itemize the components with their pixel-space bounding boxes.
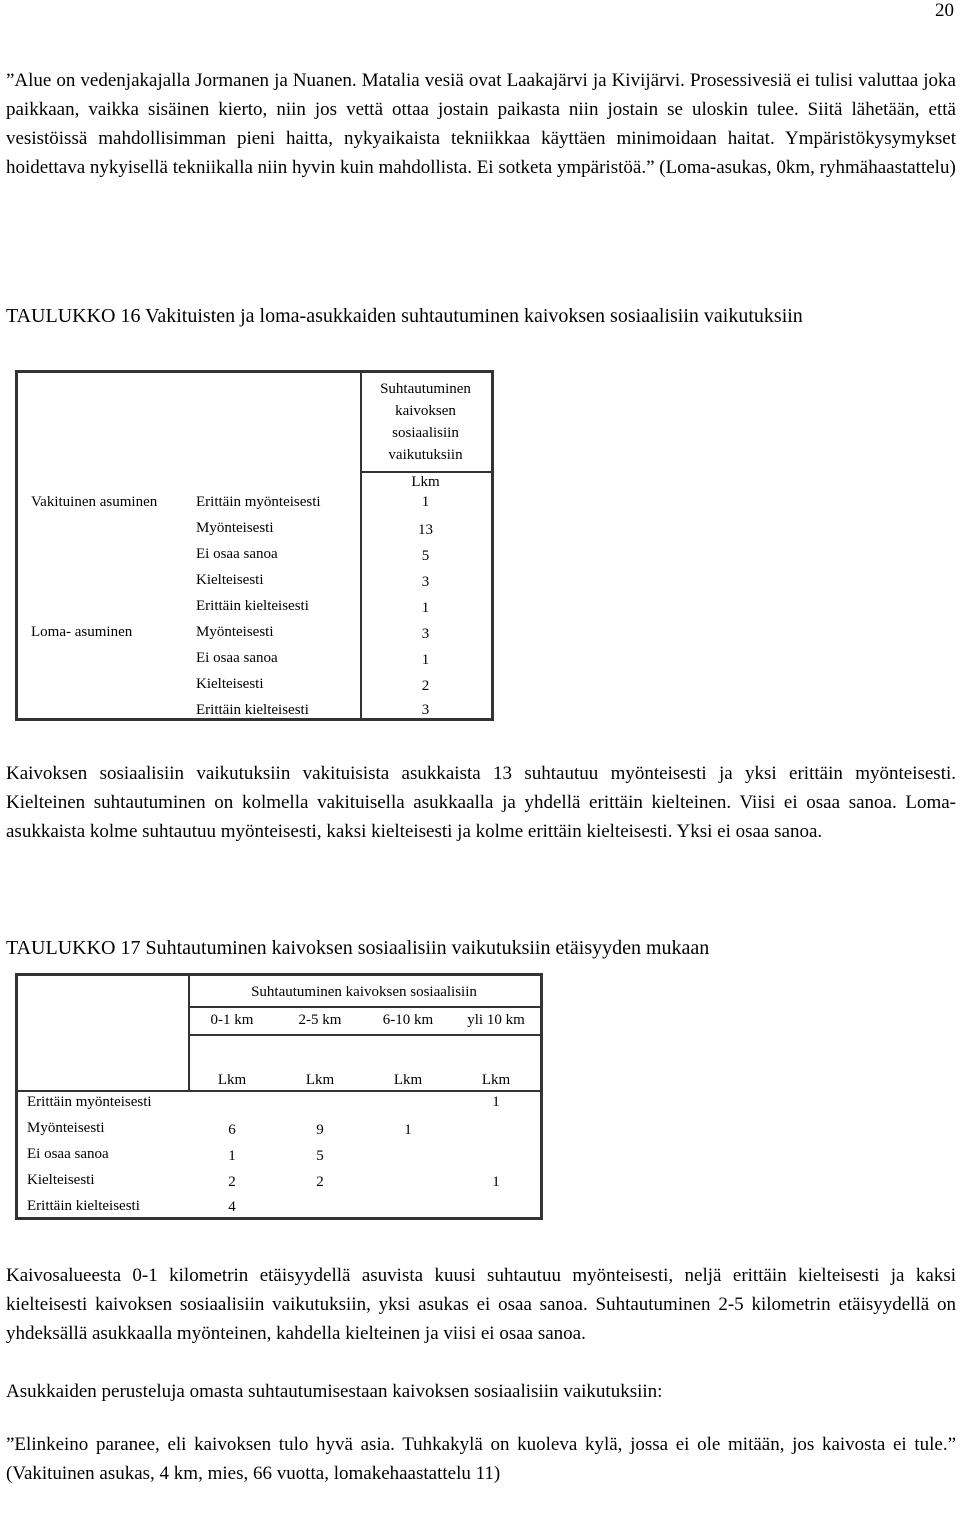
table16-row-label: Ei osaa sanoa	[196, 650, 278, 666]
table17	[15, 973, 543, 1220]
table16-value: 1	[421, 494, 430, 510]
table16-col-header-1: Suhtautuminen	[380, 381, 471, 397]
table17-cell: 1	[492, 1174, 500, 1190]
table16-row-label: Erittäin kielteisesti	[196, 598, 309, 614]
table16-row-label: Erittäin kielteisesti	[196, 702, 309, 718]
table16-row-label: Myönteisesti	[196, 624, 274, 640]
table16-row-label: Ei osaa sanoa	[196, 546, 278, 562]
table16-col-header-4: vaikutuksiin	[388, 447, 463, 463]
quote-paragraph-1: ”Alue on vedenjakajalla Jormanen ja Nuanen. Matalia vesiä ovat Laakajärvi ja Kivijärvi. Prosessivesiä ei tulisi valuttaa joka paikkaan, vaikka sisäinen kierto, niin jos vettä ottaa jostain paikasta niin jostain se uloskin tulee. Siitä lähetään, että vesistöissä mahdollisimman pieni haitta, nykyaikaista tekniikkaa käyttäen minimoidaan haitat. Ympäristökysymykset hoidettava nykyisellä tekniikalla niin hyvin kuin mahdollista. Ei sotketa ympäristöä.” (Loma-asukas, 0km, ryhmähaastattelu)	[6, 70, 956, 178]
table17-row-label: Erittäin kielteisesti	[27, 1198, 140, 1214]
table16-col-header-3: sosiaalisiin	[392, 425, 459, 441]
table17-col-yli-10km: yli 10 km	[467, 1012, 525, 1028]
table17-cell: 9	[316, 1122, 324, 1138]
table16-value: 5	[421, 548, 430, 564]
rationale-intro: Asukkaiden perusteluja omasta suhtautumisestaan kaivoksen sosiaalisiin vaikutuksiin:	[6, 1381, 663, 1402]
table17-cell: 2	[228, 1174, 236, 1190]
table16-row-label: Kielteisesti	[196, 572, 264, 588]
table16-group-label: Loma- asuminen	[31, 624, 133, 640]
table16-value: 3	[421, 702, 430, 718]
table17-row-label: Myönteisesti	[27, 1120, 105, 1136]
table17-cell: 2	[316, 1174, 324, 1190]
table17-cell: 1	[492, 1094, 500, 1110]
table17-cell: 1	[404, 1122, 412, 1138]
table17-unit: Lkm	[393, 1072, 423, 1088]
quote-paragraph-2: ”Elinkeino paranee, eli kaivoksen tulo hyvä asia. Tuhkakylä on kuoleva kylä, jossa ei ole mitään, jos kaivosta ei tule.” (Vakituinen asukas, 4 km, mies, 66 vuotta, lomakehaastattelu 11)	[6, 1434, 956, 1484]
table16-title: TAULUKKO 16 Vakituisten ja loma-asukkaiden suhtautuminen kaivoksen sosiaalisiin vaikutuksiin	[6, 305, 803, 327]
table17-row-label: Kielteisesti	[27, 1172, 95, 1188]
table16-value: 3	[421, 626, 430, 642]
table17-cell: 6	[228, 1122, 236, 1138]
table16-value: 3	[421, 574, 430, 590]
table16-value: 1	[421, 652, 430, 668]
table16-unit: Lkm	[411, 474, 440, 490]
table17-unit: Lkm	[305, 1072, 335, 1088]
table17-col-2-5km: 2-5 km	[298, 1012, 342, 1028]
table17-row-label: Ei osaa sanoa	[27, 1146, 109, 1162]
table16-row-label: Myönteisesti	[196, 520, 274, 536]
table17-cell: 4	[228, 1199, 236, 1215]
table17-col-6-10km: 6-10 km	[382, 1012, 434, 1028]
table17-unit: Lkm	[217, 1072, 247, 1088]
table17-cell: 1	[228, 1148, 236, 1164]
page-number: 20	[935, 0, 954, 21]
table16-row-label: Erittäin myönteisesti	[196, 494, 321, 510]
table16-col-header-2: kaivoksen	[395, 403, 456, 419]
table16-description: Kaivoksen sosiaalisiin vaikutuksiin vakituisista asukkaista 13 suhtautuu myönteisesti ja yksi erittäin myönteisesti. Kielteinen suhtautuminen on kolmella vakituisella asukkaalla ja yhdellä erittäin kielteinen. Viisi ei osaa sanoa. Loma-asukkaista kolme suhtautuu myönteisesti, kaksi kielteisesti ja kolme erittäin kielteisesti. Yksi ei osaa sanoa.	[6, 763, 956, 842]
table16-value: 13	[418, 522, 433, 538]
table16-group-label: Vakituinen asuminen	[31, 494, 158, 510]
table16	[15, 370, 494, 721]
table17-title: TAULUKKO 17 Suhtautuminen kaivoksen sosiaalisiin vaikutuksiin etäisyyden mukaan	[6, 937, 710, 959]
table17-unit: Lkm	[481, 1072, 511, 1088]
table17-header: Suhtautuminen kaivoksen sosiaalisiin	[251, 984, 477, 1000]
table16-value: 2	[421, 678, 430, 694]
table17-row-label: Erittäin myönteisesti	[27, 1094, 152, 1110]
table16-value: 1	[421, 600, 430, 616]
table17-col-0-1km: 0-1 km	[210, 1012, 254, 1028]
table17-cell: 5	[316, 1148, 324, 1164]
table16-row-label: Kielteisesti	[196, 676, 264, 692]
table17-description: Kaivosalueesta 0-1 kilometrin etäisyydellä asuvista kuusi suhtautuu myönteisesti, neljä erittäin kielteisesti ja kaksi kielteisesti kaivoksen sosiaalisiin vaikutuksiin, yksi asukas ei osaa sanoa. Suhtautuminen 2-5 kilometrin etäisyydellä on yhdeksällä asukkaalla myönteinen, kahdella kielteinen ja viisi ei osaa sanoa.	[6, 1265, 956, 1344]
